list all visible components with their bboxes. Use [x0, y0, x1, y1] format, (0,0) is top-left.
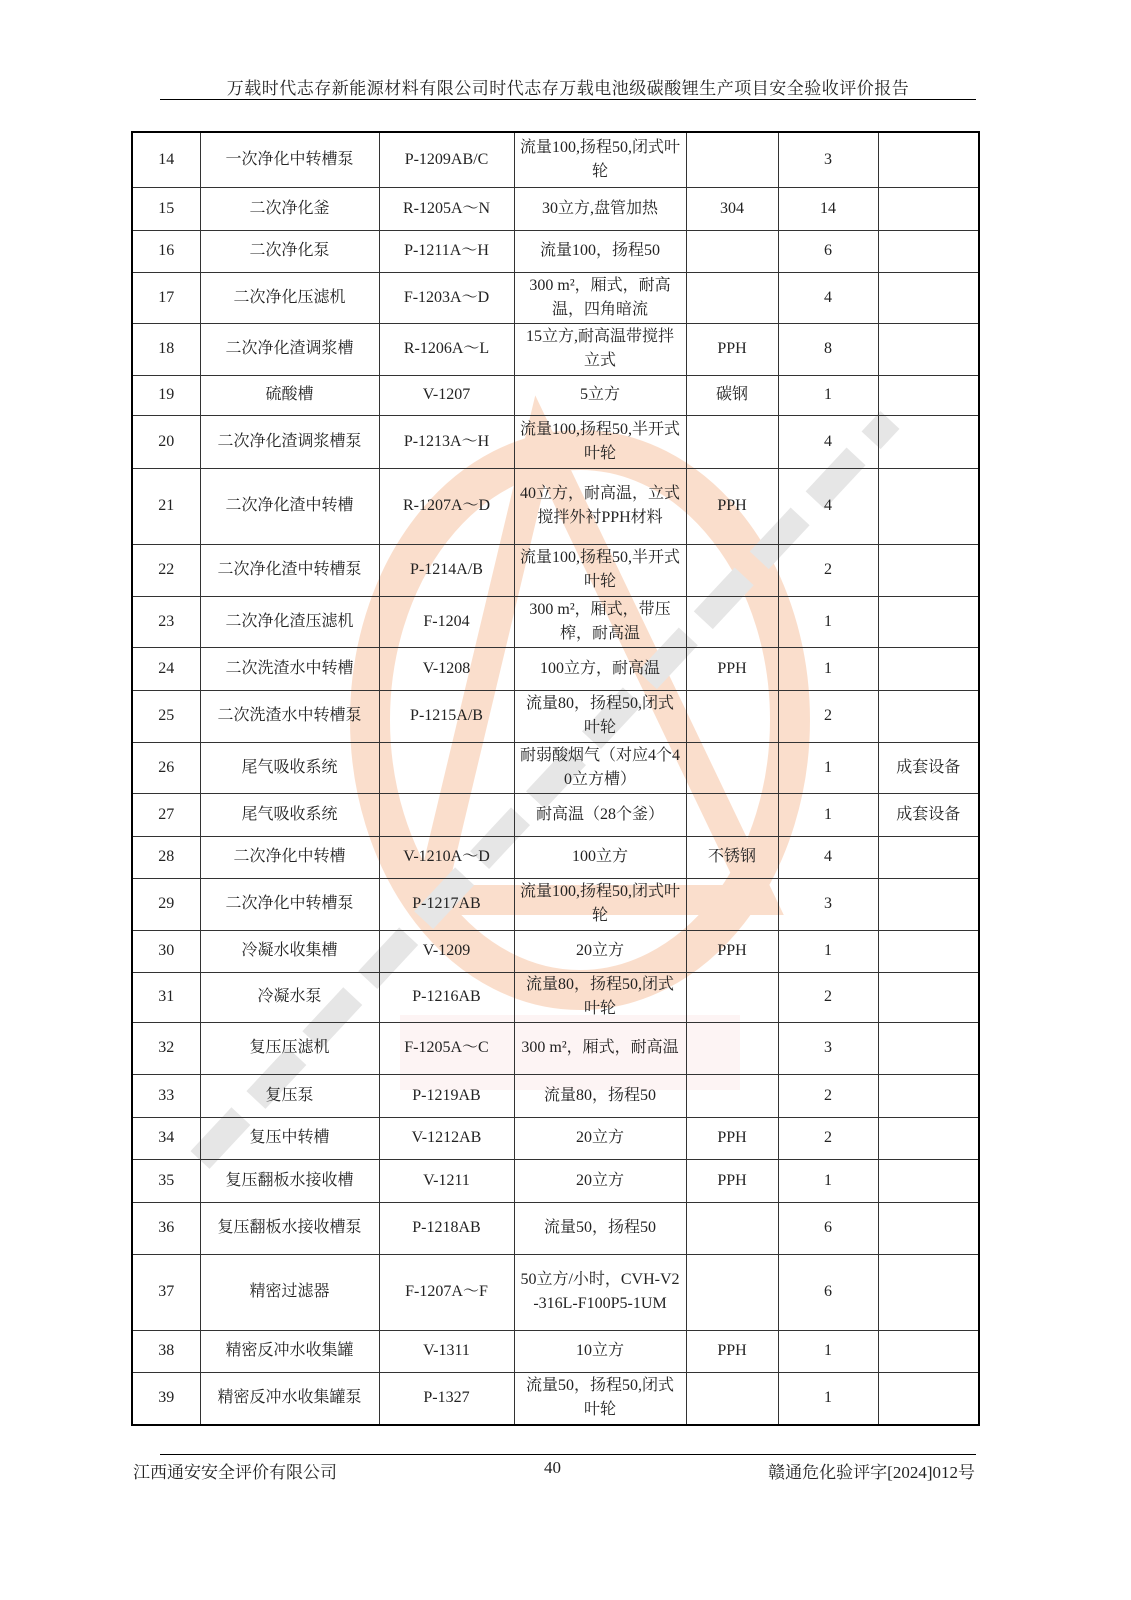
cell-spec: 流量80，扬程50 — [514, 1074, 686, 1117]
cell-name: 二次净化压滤机 — [200, 272, 379, 323]
cell-material — [686, 972, 778, 1022]
cell-name: 二次洗渣水中转槽泵 — [200, 690, 379, 742]
table-row — [132, 230, 979, 272]
cell-material — [686, 1254, 778, 1330]
cell-spec: 300 m²，厢式，耐高温 — [514, 1022, 686, 1074]
cell-material — [686, 1022, 778, 1074]
cell-spec: 300 m²，厢式，耐高温，四角暗流 — [514, 272, 686, 323]
cell-index: 23 — [132, 596, 200, 647]
cell-material — [686, 596, 778, 647]
table-row — [132, 742, 979, 793]
cell-quantity: 1 — [778, 596, 878, 647]
cell-spec: 流量50，扬程50 — [514, 1202, 686, 1254]
cell-name: 尾气吸收系统 — [200, 742, 379, 793]
cell-index: 35 — [132, 1159, 200, 1202]
cell-tag: F-1207A～F — [379, 1254, 514, 1330]
cell-remark — [878, 1254, 979, 1330]
cell-spec: 流量100,扬程50,闭式叶轮 — [514, 132, 686, 187]
cell-material — [686, 690, 778, 742]
cell-name: 二次净化渣中转槽 — [200, 468, 379, 544]
cell-name: 复压翻板水接收槽泵 — [200, 1202, 379, 1254]
table-row — [132, 596, 979, 647]
cell-remark — [878, 596, 979, 647]
cell-spec: 5立方 — [514, 375, 686, 415]
cell-index: 36 — [132, 1202, 200, 1254]
cell-spec: 30立方,盘管加热 — [514, 187, 686, 230]
cell-tag: P-1218AB — [379, 1202, 514, 1254]
cell-spec: 10立方 — [514, 1330, 686, 1372]
cell-name: 硫酸槽 — [200, 375, 379, 415]
cell-quantity: 4 — [778, 468, 878, 544]
cell-remark — [878, 1202, 979, 1254]
cell-tag: V-1212AB — [379, 1117, 514, 1159]
table-row — [132, 1372, 979, 1425]
cell-tag: F-1205A～C — [379, 1022, 514, 1074]
cell-material: PPH — [686, 1117, 778, 1159]
cell-quantity: 1 — [778, 793, 878, 836]
cell-quantity: 3 — [778, 1022, 878, 1074]
cell-name: 复压中转槽 — [200, 1117, 379, 1159]
cell-tag: F-1203A～D — [379, 272, 514, 323]
cell-index: 21 — [132, 468, 200, 544]
cell-index: 19 — [132, 375, 200, 415]
table-row — [132, 1074, 979, 1117]
cell-material: PPH — [686, 647, 778, 690]
cell-remark — [878, 468, 979, 544]
cell-name: 二次净化渣调浆槽 — [200, 323, 379, 375]
cell-material — [686, 544, 778, 596]
cell-material — [686, 1074, 778, 1117]
cell-index: 29 — [132, 878, 200, 930]
table-row — [132, 972, 979, 1022]
cell-material: 碳钢 — [686, 375, 778, 415]
cell-index: 28 — [132, 836, 200, 878]
cell-index: 30 — [132, 930, 200, 972]
table-row — [132, 468, 979, 544]
table-row — [132, 1022, 979, 1074]
cell-index: 27 — [132, 793, 200, 836]
cell-material: 304 — [686, 187, 778, 230]
cell-index: 39 — [132, 1372, 200, 1425]
cell-name: 复压压滤机 — [200, 1022, 379, 1074]
footer-rule — [160, 1454, 976, 1455]
cell-name: 二次净化中转槽 — [200, 836, 379, 878]
cell-tag — [379, 742, 514, 793]
cell-quantity: 1 — [778, 375, 878, 415]
cell-material — [686, 415, 778, 468]
table-row — [132, 1159, 979, 1202]
cell-material: PPH — [686, 468, 778, 544]
cell-tag: P-1209AB/C — [379, 132, 514, 187]
cell-remark — [878, 544, 979, 596]
cell-remark — [878, 323, 979, 375]
table-row — [132, 647, 979, 690]
cell-index: 33 — [132, 1074, 200, 1117]
cell-remark — [878, 1022, 979, 1074]
cell-material: PPH — [686, 1330, 778, 1372]
cell-name: 一次净化中转槽泵 — [200, 132, 379, 187]
cell-tag: P-1215A/B — [379, 690, 514, 742]
cell-spec: 300 m²，厢式，带压榨，耐高温 — [514, 596, 686, 647]
cell-quantity: 1 — [778, 930, 878, 972]
cell-quantity: 6 — [778, 1254, 878, 1330]
cell-quantity: 1 — [778, 742, 878, 793]
cell-name: 二次洗渣水中转槽 — [200, 647, 379, 690]
cell-index: 37 — [132, 1254, 200, 1330]
cell-remark — [878, 1117, 979, 1159]
cell-index: 38 — [132, 1330, 200, 1372]
cell-tag: V-1311 — [379, 1330, 514, 1372]
cell-remark — [878, 972, 979, 1022]
table-row — [132, 132, 979, 187]
cell-name: 精密过滤器 — [200, 1254, 379, 1330]
cell-tag: P-1213A～H — [379, 415, 514, 468]
cell-quantity: 2 — [778, 1074, 878, 1117]
cell-index: 17 — [132, 272, 200, 323]
cell-tag: V-1207 — [379, 375, 514, 415]
cell-material: PPH — [686, 930, 778, 972]
cell-material — [686, 1372, 778, 1425]
table-row — [132, 544, 979, 596]
cell-index: 31 — [132, 972, 200, 1022]
cell-name: 二次净化渣压滤机 — [200, 596, 379, 647]
header-rule — [160, 99, 976, 100]
cell-index: 25 — [132, 690, 200, 742]
cell-index: 26 — [132, 742, 200, 793]
cell-remark: 成套设备 — [878, 793, 979, 836]
cell-quantity: 1 — [778, 1330, 878, 1372]
table-row — [132, 187, 979, 230]
cell-spec: 40立方，耐高温，立式搅拌外衬PPH材料 — [514, 468, 686, 544]
cell-name: 复压泵 — [200, 1074, 379, 1117]
cell-index: 24 — [132, 647, 200, 690]
table-row — [132, 878, 979, 930]
cell-tag: P-1214A/B — [379, 544, 514, 596]
table-row — [132, 1254, 979, 1330]
cell-material — [686, 1202, 778, 1254]
cell-spec: 耐弱酸烟气（对应4个40立方槽） — [514, 742, 686, 793]
table-row — [132, 793, 979, 836]
cell-spec: 20立方 — [514, 1117, 686, 1159]
cell-spec: 15立方,耐高温带搅拌立式 — [514, 323, 686, 375]
cell-quantity: 4 — [778, 836, 878, 878]
cell-index: 15 — [132, 187, 200, 230]
table-row — [132, 1117, 979, 1159]
table-row — [132, 930, 979, 972]
cell-quantity: 4 — [778, 272, 878, 323]
cell-remark — [878, 836, 979, 878]
cell-index: 18 — [132, 323, 200, 375]
cell-spec: 20立方 — [514, 930, 686, 972]
cell-tag: P-1216AB — [379, 972, 514, 1022]
cell-spec: 流量80，扬程50,闭式叶轮 — [514, 690, 686, 742]
cell-tag: V-1208 — [379, 647, 514, 690]
cell-material — [686, 230, 778, 272]
cell-remark — [878, 1159, 979, 1202]
cell-spec: 流量80，扬程50,闭式叶轮 — [514, 972, 686, 1022]
cell-tag: V-1211 — [379, 1159, 514, 1202]
cell-material — [686, 272, 778, 323]
cell-remark — [878, 690, 979, 742]
cell-index: 14 — [132, 132, 200, 187]
footer-company: 江西通安安全评价有限公司 — [133, 1463, 337, 1482]
table-row — [132, 1330, 979, 1372]
cell-material — [686, 742, 778, 793]
cell-name: 二次净化中转槽泵 — [200, 878, 379, 930]
cell-remark — [878, 1330, 979, 1372]
cell-spec: 20立方 — [514, 1159, 686, 1202]
cell-remark — [878, 930, 979, 972]
cell-name: 二次净化泵 — [200, 230, 379, 272]
cell-quantity: 2 — [778, 972, 878, 1022]
cell-name: 精密反冲水收集罐 — [200, 1330, 379, 1372]
cell-tag: F-1204 — [379, 596, 514, 647]
cell-quantity: 8 — [778, 323, 878, 375]
cell-spec: 流量100,扬程50,半开式叶轮 — [514, 415, 686, 468]
cell-name: 冷凝水收集槽 — [200, 930, 379, 972]
cell-remark — [878, 375, 979, 415]
cell-quantity: 2 — [778, 1117, 878, 1159]
cell-index: 32 — [132, 1022, 200, 1074]
cell-quantity: 6 — [778, 230, 878, 272]
cell-index: 22 — [132, 544, 200, 596]
cell-name: 冷凝水泵 — [200, 972, 379, 1022]
table-row — [132, 836, 979, 878]
cell-name: 二次净化渣中转槽泵 — [200, 544, 379, 596]
page-header: 万载时代志存新能源材料有限公司时代志存万载电池级碳酸锂生产项目安全验收评价报告 — [226, 79, 910, 98]
cell-remark — [878, 230, 979, 272]
cell-material: PPH — [686, 323, 778, 375]
cell-remark — [878, 187, 979, 230]
table-row — [132, 375, 979, 415]
cell-index: 34 — [132, 1117, 200, 1159]
footer-page-number: 40 — [544, 1458, 561, 1477]
cell-remark — [878, 878, 979, 930]
cell-material — [686, 793, 778, 836]
cell-remark: 成套设备 — [878, 742, 979, 793]
cell-spec: 流量100,扬程50,闭式叶轮 — [514, 878, 686, 930]
cell-quantity: 1 — [778, 1372, 878, 1425]
cell-tag: R-1207A～D — [379, 468, 514, 544]
table-row — [132, 323, 979, 375]
cell-quantity: 3 — [778, 878, 878, 930]
cell-quantity: 4 — [778, 415, 878, 468]
cell-spec: 100立方 — [514, 836, 686, 878]
cell-tag: P-1219AB — [379, 1074, 514, 1117]
cell-quantity: 3 — [778, 132, 878, 187]
cell-remark — [878, 647, 979, 690]
cell-name: 复压翻板水接收槽 — [200, 1159, 379, 1202]
cell-quantity: 6 — [778, 1202, 878, 1254]
cell-tag: R-1206A～L — [379, 323, 514, 375]
cell-quantity: 2 — [778, 690, 878, 742]
table-row — [132, 690, 979, 742]
cell-tag — [379, 793, 514, 836]
cell-spec: 耐高温（28个釜） — [514, 793, 686, 836]
equipment-table — [131, 131, 980, 1426]
cell-index: 20 — [132, 415, 200, 468]
table-row — [132, 272, 979, 323]
table-row — [132, 1202, 979, 1254]
cell-spec: 流量50，扬程50,闭式叶轮 — [514, 1372, 686, 1425]
cell-remark — [878, 1074, 979, 1117]
cell-tag: P-1217AB — [379, 878, 514, 930]
table-row — [132, 415, 979, 468]
cell-remark — [878, 132, 979, 187]
cell-remark — [878, 415, 979, 468]
cell-spec: 50立方/小时，CVH-V2-316L-F100P5-1UM — [514, 1254, 686, 1330]
cell-spec: 100立方，耐高温 — [514, 647, 686, 690]
cell-name: 二次净化釜 — [200, 187, 379, 230]
cell-spec: 流量100，扬程50 — [514, 230, 686, 272]
cell-quantity: 1 — [778, 647, 878, 690]
footer-doc-number: 赣通危化验评字[2024]012号 — [768, 1463, 975, 1482]
cell-material: PPH — [686, 1159, 778, 1202]
cell-spec: 流量100,扬程50,半开式叶轮 — [514, 544, 686, 596]
cell-index: 16 — [132, 230, 200, 272]
cell-tag: P-1211A～H — [379, 230, 514, 272]
cell-name: 二次净化渣调浆槽泵 — [200, 415, 379, 468]
cell-remark — [878, 272, 979, 323]
cell-remark — [878, 1372, 979, 1425]
cell-quantity: 1 — [778, 1159, 878, 1202]
cell-tag: V-1210A～D — [379, 836, 514, 878]
cell-material — [686, 878, 778, 930]
cell-tag: R-1205A～N — [379, 187, 514, 230]
cell-name: 精密反冲水收集罐泵 — [200, 1372, 379, 1425]
cell-name: 尾气吸收系统 — [200, 793, 379, 836]
cell-tag: V-1209 — [379, 930, 514, 972]
cell-material: 不锈钢 — [686, 836, 778, 878]
cell-tag: P-1327 — [379, 1372, 514, 1425]
cell-quantity: 14 — [778, 187, 878, 230]
cell-quantity: 2 — [778, 544, 878, 596]
cell-material — [686, 132, 778, 187]
